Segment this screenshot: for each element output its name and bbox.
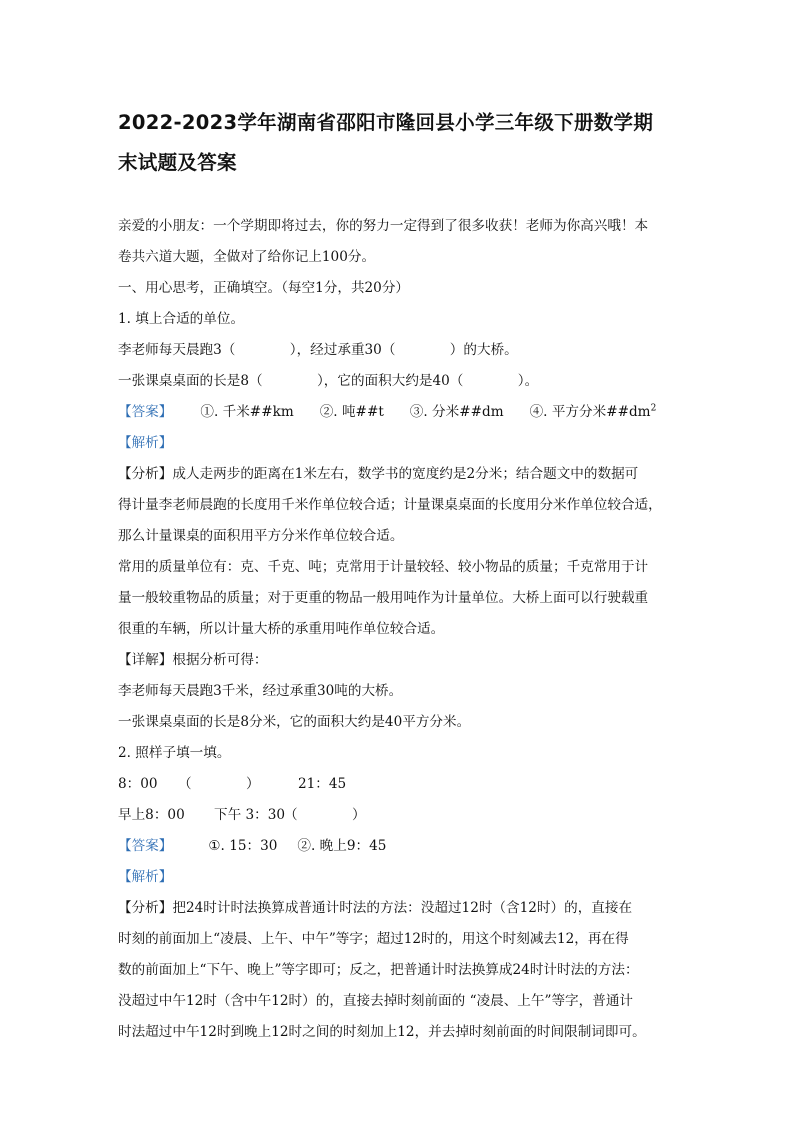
q1-answer-4-sup: 2 — [650, 403, 657, 414]
q1-answer-3: ③. 分米##dm — [409, 404, 504, 420]
q1-fenxi-text-1: 成人走两步的距离在1米左右，数学书的宽度约是2分米；结合题文中的数据可 — [172, 466, 639, 482]
q1-line-1: 李老师每天晨跑3（ ），经过承重30（ ）的大桥。 — [118, 342, 518, 358]
answer-tag: 【答案】 — [118, 838, 173, 854]
q2-row-1 — [118, 769, 678, 800]
xiangjie-tag: 【详解】 — [118, 652, 173, 668]
analysis-tag: 【解析】 — [118, 869, 173, 885]
q1-fenxi-line-1 — [118, 459, 678, 490]
answer-tag: 【答案】 — [118, 404, 173, 420]
q1-units-line-3: 很重的车辆，所以计量大桥的承重用吨作单位较合适。 — [118, 621, 445, 637]
q1-fenxi-line-2: 得计量李老师晨跑的长度用千米作单位较合适；计量课桌桌面的长度用分米作单位较合适， — [118, 497, 662, 513]
q2-fenxi-line-4: 没超过中午12时（含中午12时）的，直接去掉时刻前面的 “凌晨、上午”等字，普通计 — [118, 993, 634, 1009]
q1-result-1: 李老师每天晨跑3千米，经过承重30吨的大桥。 — [118, 683, 403, 699]
q1-units-line-2: 量一般较重物品的质量；对于更重的物品一般用吨作为计量单位。大桥上面可以行驶载重 — [118, 590, 649, 606]
q2-row1-blank: （ ） — [178, 776, 260, 792]
q1-answer-2: ②. 吨##t — [319, 404, 384, 420]
q2-answer-1: ①. 15：30 — [208, 838, 278, 854]
q1-answer-4 — [530, 397, 657, 428]
q1-answer-row — [118, 397, 678, 428]
q1-units-line-1: 常用的质量单位有：克、千克、吨；克常用于计量较轻、较小物品的质量；千克常用于计 — [118, 559, 649, 575]
q2-row-2 — [118, 800, 678, 831]
document-title — [118, 103, 678, 183]
q2-fenxi-line-3: 数的前面加上“下午、晚上”等字即可；反之，把普通计时法换算成24时计时法的方法： — [118, 962, 639, 978]
q2-row2-blank: （ ） — [284, 807, 366, 823]
q1-line-2: 一张课桌桌面的长是8（ ），它的面积大约是40（ ）。 — [118, 373, 539, 389]
title-line-2: 末试题及答案 — [118, 151, 237, 174]
section-heading: 一、用心思考，正确填空。（每空1分，共20分） — [118, 280, 410, 296]
q2-row2-time-a: 早上8：00 — [118, 807, 185, 823]
q2-answer-row — [118, 831, 678, 862]
q1-answer-1: ①. 千米##km — [200, 404, 294, 420]
q1-fenxi-line-3: 那么计量课桌的面积用平方分米作单位较合适。 — [118, 528, 404, 544]
intro-line-2: 卷共六道大题，全做对了给你记上100分。 — [118, 249, 376, 265]
q1-xiangjie-text: 根据分析可得： — [172, 652, 268, 668]
q2-analysis-tag — [118, 862, 678, 893]
q1-xiangjie-line — [118, 645, 678, 676]
q2-fenxi-line-5: 时法超过中午12时到晚上12时之间的时刻加上12，并去掉时刻前面的时间限制词即可。 — [118, 1024, 646, 1040]
q2-row1-time-a: 8：00 — [118, 776, 158, 792]
q2-answer-2: ②. 晚上9：45 — [297, 838, 387, 854]
q2-fenxi-line-1 — [118, 893, 678, 924]
q2-prompt: 2. 照样子填一填。 — [118, 745, 231, 761]
q1-answer-4-text: ④. 平方分米##dm — [529, 404, 651, 420]
q1-analysis-tag — [118, 428, 678, 459]
fenxi-tag: 【分析】 — [118, 466, 173, 482]
q1-prompt: 1. 填上合适的单位。 — [118, 311, 245, 327]
document-body — [118, 211, 678, 1048]
q1-result-2: 一张课桌桌面的长是8分米，它的面积大约是40平方分米。 — [118, 714, 471, 730]
q2-fenxi-line-2: 时刻的前面加上“凌晨、上午、中午”等字；超过12时的，用这个时刻减去12，再在得 — [118, 931, 629, 947]
title-line-1: 2022-2023学年湖南省邵阳市隆回县小学三年级下册数学期 — [118, 111, 654, 134]
q2-row2-time-b: 下午 3：30 — [214, 807, 286, 823]
analysis-tag: 【解析】 — [118, 435, 173, 451]
intro-line-1: 亲爱的小朋友：一个学期即将过去，你的努力一定得到了很多收获！老师为你高兴哦！本 — [118, 218, 649, 234]
q2-row1-time-b: 21：45 — [298, 776, 347, 792]
q2-fenxi-text-1: 把24时计时法换算成普通计时法的方法：没超过12时（含12时）的，直接在 — [172, 900, 633, 916]
fenxi-tag: 【分析】 — [118, 900, 173, 916]
